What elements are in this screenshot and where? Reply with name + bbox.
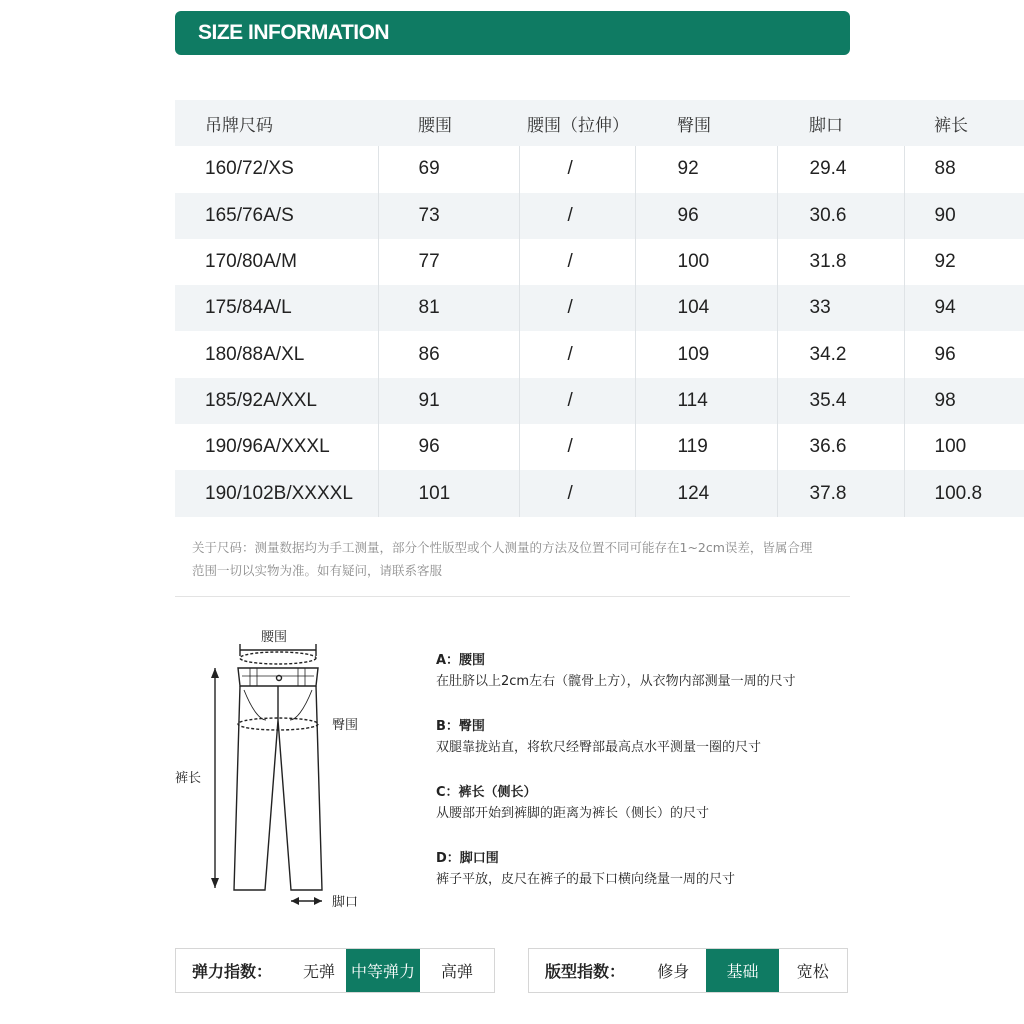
length-label: 裤长 <box>175 771 202 786</box>
elasticity-index <box>175 948 495 993</box>
table-cell: / <box>519 331 635 377</box>
fit-option-slim: 修身 <box>657 962 690 981</box>
table-cell: 90 <box>934 204 956 226</box>
table-row <box>175 378 1024 424</box>
table-row <box>175 470 1024 516</box>
column-header: 吊牌尺码 <box>175 100 378 146</box>
table-cell: 114 <box>635 378 777 424</box>
table-cell: / <box>519 193 635 239</box>
size-note <box>192 536 857 582</box>
table-cell: 30.6 <box>777 193 904 239</box>
table-cell: 69 <box>378 146 519 192</box>
table-row <box>175 285 1024 331</box>
table-cell: / <box>519 378 635 424</box>
description-title: A：腰围 <box>436 653 486 668</box>
table-cell: 100 <box>934 436 967 458</box>
column-header: 腰围（拉伸） <box>519 100 635 146</box>
column-header: 腰围 <box>378 100 519 146</box>
table-cell: 31.8 <box>777 239 904 285</box>
hem-label: 脚口 <box>332 895 359 910</box>
table-cell: 185/92A/XXL <box>175 378 378 424</box>
table-cell: 96 <box>378 424 519 470</box>
table-cell: 101 <box>378 470 519 516</box>
note-line: 范围一切以实物为准。如有疑问，请联系客服 <box>192 563 443 578</box>
table-cell: 34.2 <box>777 331 904 377</box>
description-text: 裤子平放，皮尺在裤子的最下口横向绕量一周的尺寸 <box>436 872 736 887</box>
description-text: 从腰部开始到裤脚的距离为裤长（侧长）的尺寸 <box>436 806 710 821</box>
elasticity-label: 弹力指数： <box>192 962 273 981</box>
table-cell: / <box>519 424 635 470</box>
trousers-measurement-illustration <box>170 620 390 920</box>
table-cell: 33 <box>777 285 904 331</box>
table-cell: 104 <box>635 285 777 331</box>
trousers-icon <box>170 620 390 920</box>
description-title: C：裤长（侧长） <box>436 785 537 800</box>
divider <box>175 596 850 597</box>
table-header-row <box>175 100 1024 146</box>
table-cell: 73 <box>378 193 519 239</box>
table-cell: 100.8 <box>934 482 983 504</box>
description-title: D：脚口围 <box>436 851 499 866</box>
table-cell: 165/76A/S <box>175 193 378 239</box>
table-cell: 36.6 <box>777 424 904 470</box>
table-cell: 91 <box>378 378 519 424</box>
table-cell: 86 <box>378 331 519 377</box>
elasticity-option-high: 高弹 <box>440 962 473 981</box>
fit-option-loose: 宽松 <box>796 962 829 981</box>
table-cell: 92 <box>635 146 777 192</box>
size-table <box>175 100 1024 517</box>
waist-label: 腰围 <box>261 630 288 645</box>
table-cell: 109 <box>635 331 777 377</box>
table-cell: 96 <box>635 193 777 239</box>
table-cell: 29.4 <box>777 146 904 192</box>
table-cell: / <box>519 470 635 516</box>
column-header: 裤长 <box>904 100 1024 146</box>
table-cell: 98 <box>934 389 956 411</box>
table-cell: / <box>519 146 635 192</box>
table-cell: 35.4 <box>777 378 904 424</box>
description-waist <box>436 651 856 693</box>
column-header: 臀围 <box>635 100 777 146</box>
table-cell: 92 <box>934 251 956 273</box>
fit-label: 版型指数： <box>545 962 626 981</box>
table-cell: 94 <box>934 297 956 319</box>
table-cell: 175/84A/L <box>175 285 378 331</box>
table-cell: 170/80A/M <box>175 239 378 285</box>
elasticity-option-none: 无弹 <box>302 962 335 981</box>
table-cell: 77 <box>378 239 519 285</box>
description-hem <box>436 849 856 891</box>
table-cell: 160/72/XS <box>175 146 378 192</box>
column-header: 脚口 <box>777 100 904 146</box>
table-cell: 180/88A/XL <box>175 331 378 377</box>
hip-label: 臀围 <box>332 718 359 733</box>
table-row <box>175 146 1024 192</box>
table-cell: / <box>519 239 635 285</box>
description-title: B：臀围 <box>436 719 485 734</box>
table-cell: 124 <box>635 470 777 516</box>
table-row <box>175 331 1024 377</box>
table-cell: 190/96A/XXXL <box>175 424 378 470</box>
table-cell: 190/102B/XXXXL <box>175 470 378 516</box>
table-row <box>175 424 1024 470</box>
table-cell: 100 <box>635 239 777 285</box>
description-text: 双腿靠拢站直，将软尺经臀部最高点水平测量一圈的尺寸 <box>436 740 762 755</box>
table-cell: 119 <box>635 424 777 470</box>
description-hip <box>436 717 856 759</box>
fit-option-regular: 基础 <box>706 949 778 992</box>
table-row <box>175 239 1024 285</box>
section-title: SIZE INFORMATION <box>198 21 390 44</box>
table-cell: 96 <box>934 343 956 365</box>
fit-index <box>528 948 848 993</box>
table-row <box>175 193 1024 239</box>
table-cell: / <box>519 285 635 331</box>
size-information-header <box>175 11 850 55</box>
description-text: 在肚脐以上2cm左右（髋骨上方），从衣物内部测量一周的尺寸 <box>436 674 796 689</box>
table-cell: 88 <box>934 158 956 180</box>
table-cell: 37.8 <box>777 470 904 516</box>
note-line: 关于尺码：测量数据均为手工测量，部分个性版型或个人测量的方法及位置不同可能存在1~2cm误差，皆属合理 <box>192 540 813 555</box>
table-cell: 81 <box>378 285 519 331</box>
elasticity-option-medium: 中等弹力 <box>346 949 420 992</box>
description-length <box>436 783 856 825</box>
